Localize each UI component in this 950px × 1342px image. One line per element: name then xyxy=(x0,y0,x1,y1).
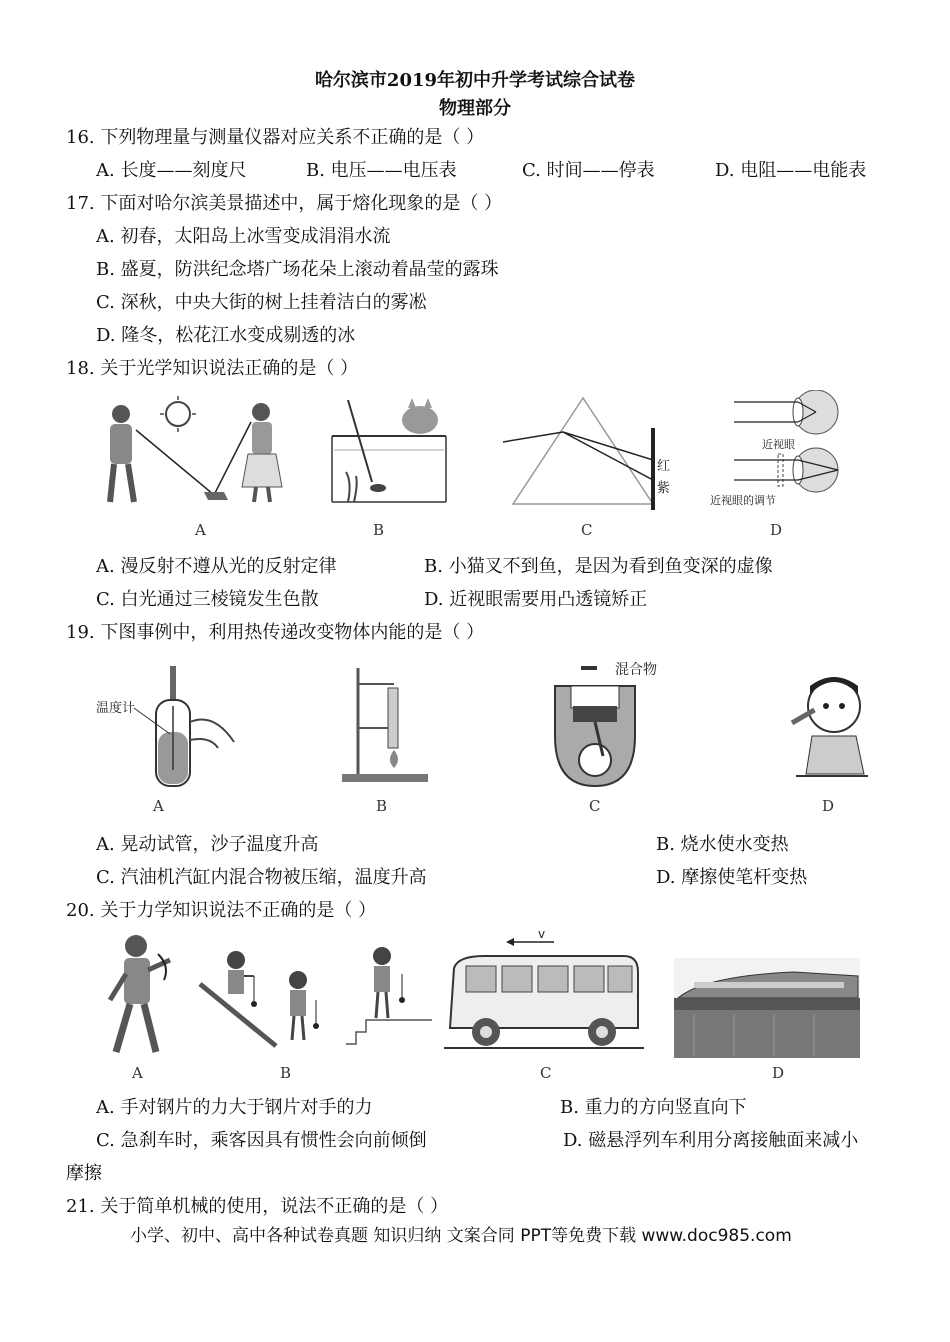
q18-option-a: A. 漫反射不遵从光的反射定律 xyxy=(96,556,337,577)
mixture-label: 混合物 xyxy=(615,662,657,678)
q16-stem: 16. 下列物理量与测量仪器对应关系不正确的是（ ） xyxy=(66,127,485,148)
q19-option-b: B. 烧水使水变热 xyxy=(656,834,789,855)
q19-figure-b xyxy=(336,664,436,792)
q17-option-b: B. 盛夏，防洪纪念塔广场花朵上滚动着晶莹的露珠 xyxy=(96,259,499,280)
q19-option-a: A. 晃动试管，沙子温度升高 xyxy=(96,834,319,855)
q20-figure-b-label: B xyxy=(280,1064,292,1082)
q18-figure-b-label: B xyxy=(373,521,385,539)
q19-figure-c xyxy=(545,656,675,792)
q18-figure-a-label: A xyxy=(195,521,206,539)
q20-figure-a-label: A xyxy=(132,1064,143,1082)
q18-figure-a xyxy=(96,392,296,517)
q20-option-a: A. 手对钢片的力大于钢片对手的力 xyxy=(96,1097,373,1118)
q20-figure-d xyxy=(674,958,860,1058)
q20-figure-a xyxy=(100,930,180,1060)
q19-stem: 19. 下图事例中，利用热传递改变物体内能的是（ ） xyxy=(66,622,485,643)
q16-option-a: A. 长度——刻度尺 xyxy=(96,160,247,181)
q20-stem: 20. 关于力学知识说法不正确的是（ ） xyxy=(66,900,377,921)
q19-option-d: D. 摩擦使笔杆变热 xyxy=(656,867,808,888)
q20-option-c: C. 急刹车时，乘客因具有惯性会向前倾倒 xyxy=(96,1130,427,1151)
q17-option-c: C. 深秋，中央大街的树上挂着洁白的雾凇 xyxy=(96,292,427,313)
q21-stem: 21. 关于简单机械的使用，说法不正确的是（ ） xyxy=(66,1196,449,1217)
eye-label-correction: 近视眼的调节 xyxy=(710,494,776,507)
q18-figure-c-label: C xyxy=(581,521,593,539)
q17-option-a: A. 初春，太阳岛上冰雪变成涓涓水流 xyxy=(96,226,391,247)
q18-figure-d xyxy=(706,390,866,517)
q18-option-b: B. 小猫叉不到鱼，是因为看到鱼变深的虚像 xyxy=(424,556,773,577)
q18-figure-b xyxy=(328,392,458,517)
page-title: 哈尔滨市2019年初中升学考试综合试卷 xyxy=(314,70,636,91)
q19-figure-d-label: D xyxy=(822,797,835,815)
prism-violet-label: 紫 xyxy=(657,481,671,496)
q17-option-d: D. 隆冬，松花江水变成剔透的冰 xyxy=(96,325,356,346)
q19-figure-d xyxy=(776,664,876,792)
q20-figure-b xyxy=(196,944,436,1050)
q20-figure-d-label: D xyxy=(772,1064,785,1082)
q18-figure-d-label: D xyxy=(770,521,783,539)
q19-option-c: C. 汽油机汽缸内混合物被压缩，温度升高 xyxy=(96,867,427,888)
q20-option-d: D. 磁悬浮列车利用分离接触面来减小 xyxy=(563,1130,859,1151)
q20-option-d-continued: 摩擦 xyxy=(66,1163,102,1184)
prism-red-label: 红 xyxy=(657,459,671,474)
q18-option-d: D. 近视眼需要用凸透镜矫正 xyxy=(424,589,648,610)
q18-figure-c xyxy=(493,392,683,517)
q17-stem: 17. 下面对哈尔滨美景描述中，属于熔化现象的是（ ） xyxy=(66,193,503,214)
eye-label-myopia: 近视眼 xyxy=(762,438,795,451)
q20-option-b: B. 重力的方向竖直向下 xyxy=(560,1097,747,1118)
q20-figure-c xyxy=(444,928,644,1058)
thermometer-label: 温度计 xyxy=(96,701,136,716)
q20-figure-c-label: C xyxy=(540,1064,552,1082)
velocity-label: v xyxy=(538,928,546,941)
q18-stem: 18. 关于光学知识说法正确的是（ ） xyxy=(66,358,359,379)
q19-figure-c-label: C xyxy=(589,797,601,815)
q19-figure-b-label: B xyxy=(376,797,388,815)
q18-option-c: C. 白光通过三棱镜发生色散 xyxy=(96,589,319,610)
page-subtitle: 物理部分 xyxy=(439,98,511,119)
q16-option-b: B. 电压——电压表 xyxy=(306,160,457,181)
q16-option-d: D. 电阻——电能表 xyxy=(715,160,867,181)
q19-figure-a xyxy=(94,662,244,792)
q19-figure-a-label: A xyxy=(153,797,164,815)
q16-option-c: C. 时间——停表 xyxy=(522,160,655,181)
footer-download-note: 小学、初中、高中各种试卷真题 知识归纳 文案合同 PPT等免费下载 www.doc985.com xyxy=(130,1226,792,1246)
